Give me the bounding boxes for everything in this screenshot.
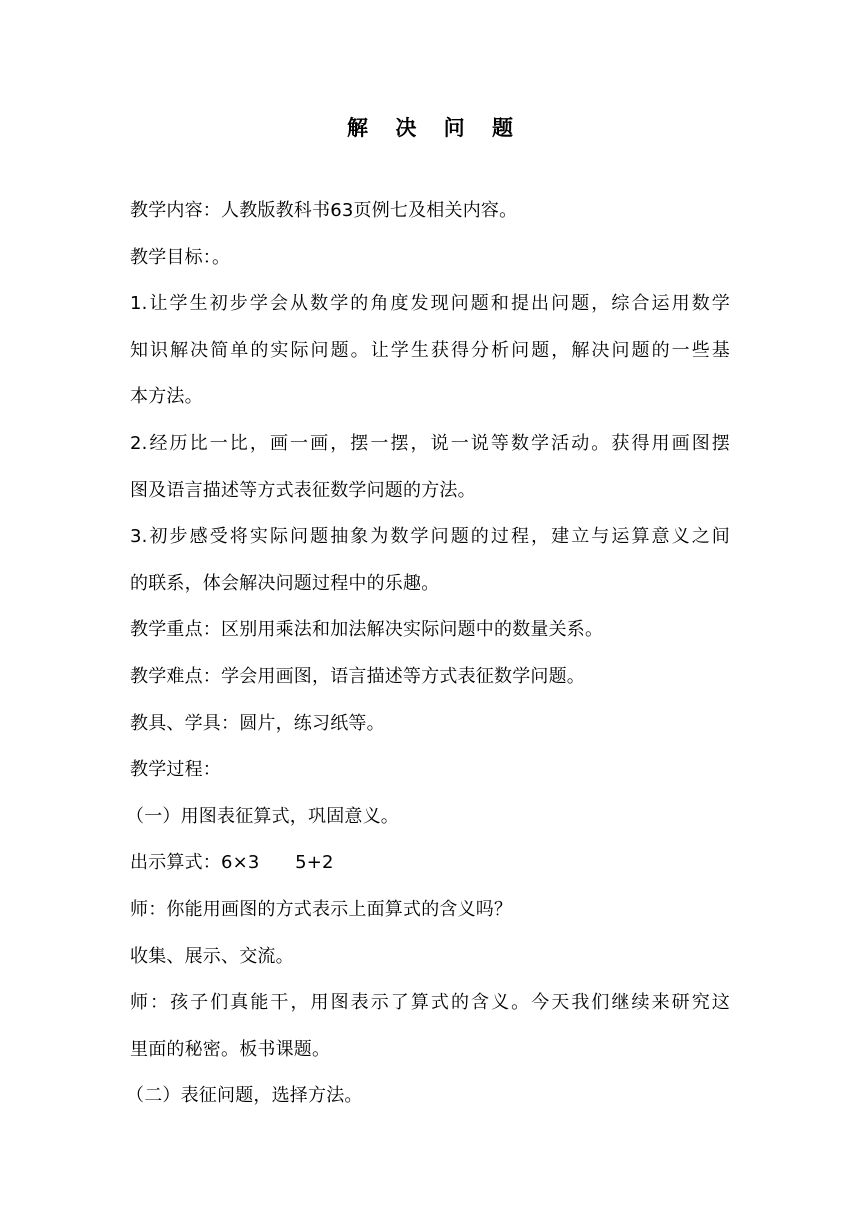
paragraph-line: 本方法。	[130, 386, 203, 408]
paragraph-line: 图及语言描述等方式表征数学问题的方法。	[130, 479, 476, 501]
paragraph-line: 教学内容：人教版教科书63页例七及相关内容。	[130, 200, 518, 221]
paragraph-line: 教学过程：	[130, 759, 221, 781]
paragraph-line: 里面的秘密。板书课题。	[130, 1038, 331, 1060]
paragraph-line: 教学目标：。	[130, 246, 231, 268]
paragraph-line: 师：你能用画图的方式表示上面算式的含义吗？	[130, 898, 513, 920]
paragraph-line: 教学重点：区别用乘法和加法解决实际问题中的数量关系。	[130, 619, 604, 641]
paragraph-line: 教具、学具：圆片，练习纸等。	[130, 712, 385, 734]
paragraph-line: 收集、展示、交流。	[130, 945, 294, 967]
paragraph-line: 教学难点：学会用画图，语言描述等方式表征数学问题。	[130, 665, 585, 687]
document-title: 解 决 问 题	[347, 116, 523, 140]
paragraph-line: 3.初步感受将实际问题抽象为数学问题的过程，建立与运算意义之间	[130, 526, 730, 548]
section-heading: （二）表征问题，选择方法。	[126, 1085, 363, 1107]
paragraph-line: 1.让学生初步学会从数学的角度发现问题和提出问题，综合运用数学	[130, 293, 730, 315]
paragraph-line: 出示算式：6×3 5+2	[130, 852, 334, 874]
paragraph-line: 知识解决简单的实际问题。让学生获得分析问题，解决问题的一些基	[130, 339, 730, 361]
paragraph-line: 2.经历比一比，画一画，摆一摆，说一说等数学活动。获得用画图摆	[130, 432, 730, 454]
document-body	[126, 198, 730, 1130]
paragraph-line: 的联系，体会解决问题过程中的乐趣。	[130, 572, 440, 594]
section-heading: （一）用图表征算式，巩固意义。	[126, 805, 399, 827]
paragraph-line: 师：孩子们真能干，用图表示了算式的含义。今天我们继续来研究这	[130, 992, 730, 1014]
